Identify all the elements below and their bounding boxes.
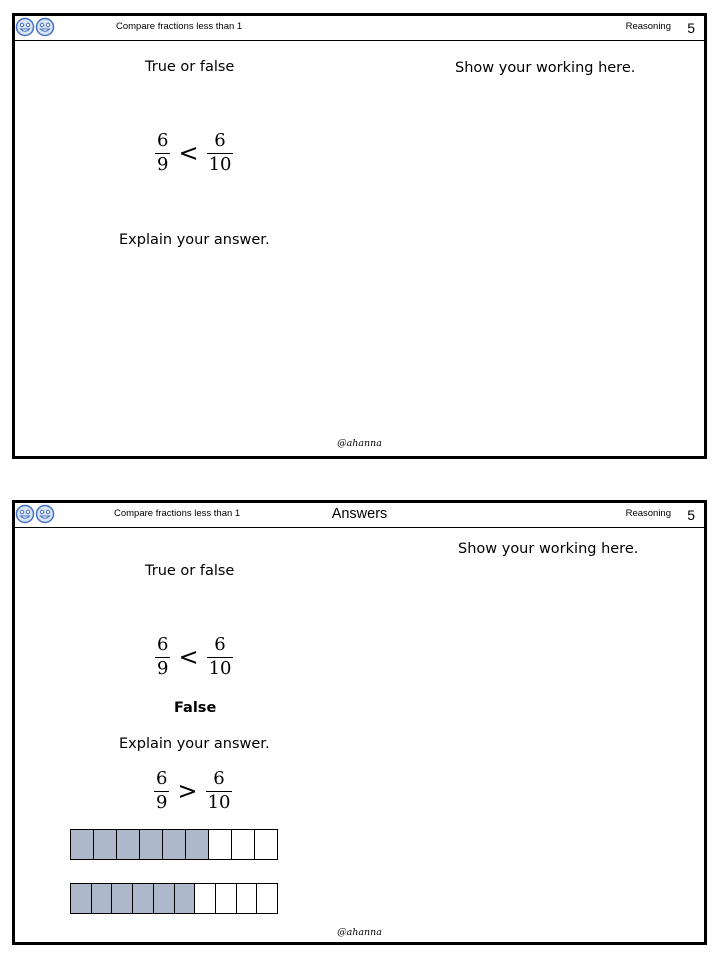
comparison-operator: < — [178, 139, 199, 168]
answer-text: False — [174, 700, 217, 716]
fraction-left: $\frac{6}{9}$ — [157, 634, 169, 679]
credit-text: @ahanna — [337, 438, 382, 449]
question-type: Reasoning — [625, 21, 671, 32]
prompt-text: True or false — [145, 59, 235, 75]
lesson-title: Compare fractions less than 1 — [114, 508, 241, 519]
bar-cell-empty — [216, 884, 237, 913]
fraction-right: $\frac{6}{10}$ — [208, 634, 232, 679]
bar-cell-shaded — [163, 830, 186, 859]
answer-sheet — [12, 500, 707, 945]
bar-cell-empty — [237, 884, 258, 913]
bar-cell-shaded — [154, 884, 175, 913]
bar-cell-empty — [232, 830, 255, 859]
bar-cell-shaded — [112, 884, 133, 913]
explain-text: Explain your answer. — [119, 736, 270, 752]
prompt-text: True or false — [145, 563, 235, 579]
question-number: 5 — [687, 507, 695, 523]
question-sheet — [12, 13, 707, 459]
bar-cell-shaded — [71, 830, 94, 859]
bar-cell-empty — [255, 830, 277, 859]
bar-model-ninths — [70, 829, 278, 860]
working-text: Show your working here. — [455, 60, 636, 76]
credit-text: @ahanna — [337, 927, 382, 938]
fraction-comparison — [155, 131, 233, 175]
bar-cell-empty — [257, 884, 277, 913]
explain-text: Explain your answer. — [119, 232, 270, 248]
logo-faces — [15, 17, 55, 37]
bar-cell-shaded — [133, 884, 154, 913]
sheet-header — [15, 16, 704, 41]
comparison-operator: > — [177, 777, 198, 806]
bar-cell-shaded — [71, 884, 92, 913]
answer-fraction-comparison — [154, 769, 232, 813]
fraction-comparison — [155, 635, 233, 679]
bar-model-tenths — [70, 883, 278, 914]
fraction-left: $\frac{6}{9}$ — [156, 768, 168, 813]
bar-cell-shaded — [140, 830, 163, 859]
smiley-face-icon — [15, 17, 35, 37]
bar-cell-shaded — [175, 884, 196, 913]
fraction-right: $\frac{6}{10}$ — [207, 768, 231, 813]
fraction-left: $\frac{6}{9}$ — [157, 130, 169, 175]
sheet-header — [15, 503, 704, 528]
answers-heading: Answers — [331, 506, 388, 522]
bar-cell-empty — [209, 830, 232, 859]
question-number: 5 — [687, 20, 695, 36]
fraction-right: $\frac{6}{10}$ — [208, 130, 232, 175]
comparison-operator: < — [178, 643, 199, 672]
question-type: Reasoning — [625, 508, 671, 519]
smiley-face-icon — [35, 17, 55, 37]
working-text: Show your working here. — [458, 541, 639, 557]
bar-cell-empty — [195, 884, 216, 913]
bar-cell-shaded — [92, 884, 113, 913]
bar-cell-shaded — [117, 830, 140, 859]
bar-cell-shaded — [186, 830, 209, 859]
lesson-title: Compare fractions less than 1 — [116, 21, 243, 32]
bar-cell-shaded — [94, 830, 117, 859]
